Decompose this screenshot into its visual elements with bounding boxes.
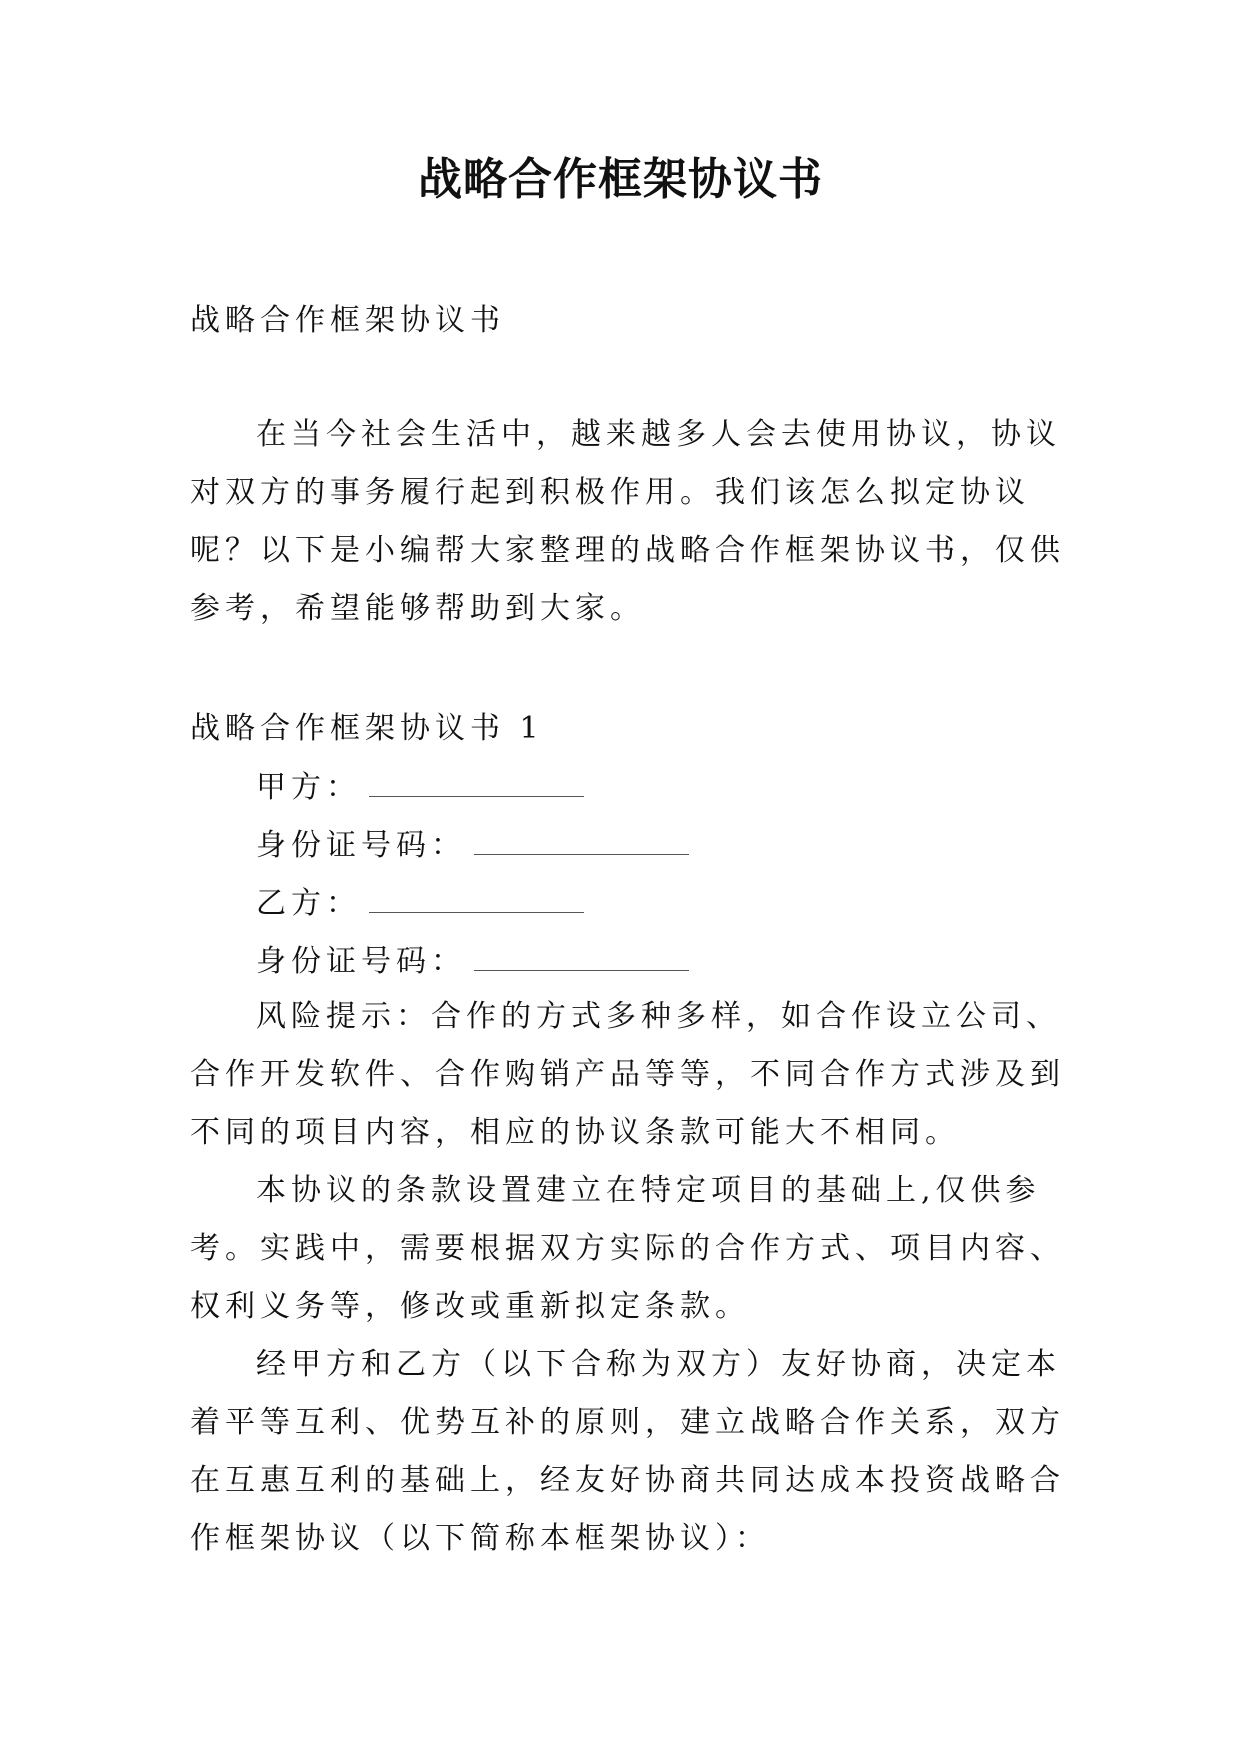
party-b-blank: [369, 872, 584, 913]
intro-paragraph: 在当今社会生活中，越来越多人会去使用协议，协议对双方的事务履行起到积极作用。我们该怎么拟定协议呢？以下是小编帮大家整理的战略合作框架协议书，仅供参考，希望能够帮助到大家。: [190, 417, 1065, 626]
party-a-id-blank: [474, 814, 689, 855]
party-b-id-label: 身份证号码：: [256, 944, 466, 979]
party-a-blank: [369, 756, 584, 797]
party-a-row: [256, 756, 1056, 814]
party-b-label: 乙方：: [256, 886, 361, 921]
party-b-id-blank: [474, 930, 689, 971]
party-a-id-label: 身份证号码：: [256, 828, 466, 863]
party-b-id-row: [256, 930, 1056, 988]
consensus-paragraph: 经甲方和乙方（以下合称为双方）友好协商，决定本着平等互利、优势互补的原则，建立战略合作关系，双方在互惠互利的基础上，经友好协商共同达成本投资战略合作框架协议（以下简称本框架协议）：: [190, 1347, 1065, 1556]
party-b-row: [256, 872, 1056, 930]
risk-notice-paragraph: 风险提示：合作的方式多种多样，如合作设立公司、合作开发软件、合作购销产品等等，不同合作方式涉及到不同的项目内容，相应的协议条款可能大不相同。: [190, 999, 1065, 1150]
document-subtitle: 战略合作框架协议书: [190, 303, 505, 338]
party-fields: [256, 756, 1056, 988]
document-title: 战略合作框架协议书: [418, 154, 823, 205]
party-a-id-row: [256, 814, 1056, 872]
section-heading: 战略合作框架协议书 1: [190, 711, 544, 746]
party-a-label: 甲方：: [256, 770, 361, 805]
clause-notice-paragraph: 本协议的条款设置建立在特定项目的基础上,仅供参考。实践中，需要根据双方实际的合作方式、项目内容、权利义务等，修改或重新拟定条款。: [190, 1173, 1065, 1324]
